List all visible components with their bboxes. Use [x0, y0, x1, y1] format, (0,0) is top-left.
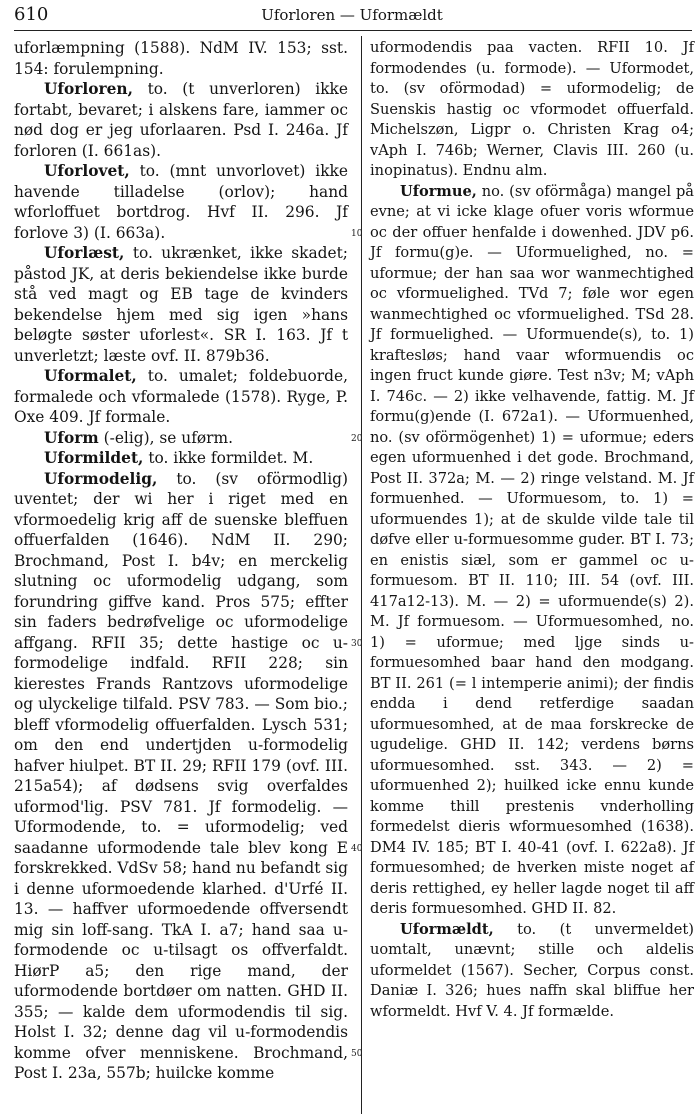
page-header	[14, 2, 690, 28]
entry-headword: Uformildet,	[44, 449, 144, 467]
entry-headword: Uformalet,	[44, 367, 137, 385]
running-title: Uforloren — Uformældt	[261, 6, 443, 24]
entry-headword: Uformodelig,	[44, 469, 158, 488]
line-number: 50	[351, 1048, 363, 1059]
entry-text: to. (t unverloren) ikke fortabt, bevaret; i alskens fare, iammer oc nød dog er jeg uforlaaren. Psd I. 246a. Jf forloren (I. 661as).	[14, 80, 348, 160]
entry-headword: Uforloren,	[44, 80, 133, 98]
dictionary-entry	[14, 161, 348, 243]
entry-text: (-elig), se uførm.	[103, 428, 234, 447]
dictionary-entry	[14, 448, 348, 469]
page-number: 610	[14, 4, 49, 25]
entry-text: uformodendis paa vacten. RFII 10. Jf formodendes (u. formode). — Uformodet, to. (sv oförmodad) = uformodelig; de Suenskis hastig oc vformodet offuerfald. Michelszøn, Ligpr o. Christen Krag o4; vAph I. 746b; Werner, Clavis III. 260 (u. inopinatus). Endnu alm.	[370, 39, 694, 179]
entry-text: to. (mnt unvorlovet) ikke havende tilladelse (orlov); hand wforloffuet bortdrog. Hvf II. 296. Jf forlove 3) (I. 663a).	[14, 162, 348, 242]
dictionary-entry	[370, 920, 694, 1023]
left-column	[14, 38, 348, 1084]
column-divider	[361, 36, 362, 1114]
dictionary-entry	[14, 79, 348, 161]
dictionary-entry	[14, 243, 348, 366]
entry-text: to. umalet; foldebuorde, formalede och vformalede (1578). Ryge, P. Oxe 409. Jf formale.	[14, 367, 348, 426]
line-number: 30	[351, 638, 363, 649]
right-column	[370, 38, 694, 1022]
line-number: 10	[351, 228, 363, 239]
entry-text: no. (sv oförmåga) mangel på evne; at vi icke klage ofuer voris wformue oc der offuer henfalde i dowenhed. JDV p6. Jf formu(g)e. — Uformuelighed, no. = uformue; der han saa wor wanmechtighed oc vformuelighed. TVd 7; føle wor egen wanmechtighed oc vformuelighed. TSd 28. Jf formuelighed. — Uformuende(s), to. 1) kraftesløs; hand vaar wformuendis oc ingen fruct kunde giøre. Test n3v; M; vAph I. 746c. — 2) ikke velhavende, fattig. M. Jf formu(g)ende (I. 672a1). — Uformuenhed, no. (sv oförmögenhet) 1) = uformue; eders egen uformuenhed i det gode. Brochmand, Post II. 372a; M. — 2) ringe velstand. M. Jf formuenhed. — Uformuesom, to. 1) = uformuendes 1); at de skulde vilde tale til døfve eller u-formuesomme guder. BT I. 73; en enistis siæl, som er gammel oc u-formuesom. BT II. 110; III. 54 (ovf. III. 417a12-13). M. — 2) = uformuende(s) 2). M. Jf formuesom. — Uformuesomhed, no. 1) = uformue; med ljge sinds u-formuesomhed baar hand den modgang. BT II. 261 (= l intemperie animi); der findis endda i dend retferdige saadan uformuesomhed, at de maa forskrecke de ugudelige. GHD II. 142; verdens børns uformuesomhed. sst. 343. — 2) = uformuenhed 2); huilked icke ennu kunde komme thill prestenis vnderholling formedelst dieris wformuesomhed (1638). DM4 IV. 185; BT I. 40-41 (ovf. I. 622a8). Jf formuesomhed; de hverken miste noget af deris rettighed, ey heller lagde noget til aff deris formuesomhed. GHD II. 82.	[370, 182, 694, 917]
entry-headword: Uform	[44, 428, 99, 447]
entry-headword: Uformue,	[400, 182, 477, 200]
entry-text: uforlæmpning (1588). NdM IV. 153; sst. 154: forulempning.	[14, 39, 348, 78]
dictionary-entry	[14, 428, 348, 449]
dictionary-entry	[370, 38, 694, 182]
entry-text: to. ikke formildet. M.	[148, 449, 314, 467]
entry-headword: Uforlovet,	[44, 162, 130, 180]
dictionary-entry	[370, 182, 694, 920]
entry-headword: Uforlæst,	[44, 244, 125, 262]
entry-headword: Uformældt,	[400, 920, 494, 938]
line-number: 20	[351, 433, 363, 444]
header-rule	[14, 30, 692, 31]
line-number: 40	[351, 843, 363, 854]
dictionary-entry	[14, 38, 348, 79]
dictionary-entry	[14, 366, 348, 428]
entry-text: to. (sv oförmodlig) uventet; der wi her i riget med en vformoedelig krig aff de suenske bleffuen offuerfalden (1646). NdM II. 290; Brochmand, Post I. b4v; en merckelig slutning oc uformodelig udgang, som forundring giffve kand. Pros 575; effter sin faders bedrøfvelige oc uformodelige affgang. RFII 35; dette hastige oc u-formodelige indfald. RFII 228; sin kierestes Frands Rantzovs uformodelige og ulyckelige tilfald. PSV 783. — Som bio.; bleff vformodelig offuerfalden. Lysch 531; om den end undertjden u-formodelig hafver hiulpet. BT II. 29; RFII 179 (ovf. III. 215a54); af dødsens svig overfaldes uformod'lig. PSV 781. Jf formodelig. — Uformodende, to. = uformodelig; ved saadanne uformodende tale blev kong E forskrekked. VdSv 58; hand nu befandt sig i denne uformoedende klarhed. d'Urfé II. 13. — haffver uformoedende offversendt mig sin loff-sang. TkA I. a7; hand saa u-formodende oc u-tilsagt os offverfaldt. HiørP a5; den rige mand, der uformodende bortdøer om natten. GHD II. 355; — kalde dem uformodendis til sig. Holst I. 32; denne dag vil u-formodendis komme ofver menniskene. Brochmand, Post I. 23a, 557b; huilcke komme	[14, 469, 348, 1082]
entry-text: to. ukrænket, ikke skadet; påstod JK, at deris bekiendelse ikke burde stå ved magt og EB tage de kvinders bekendelse hjem med sig igen »hans beløgte søster uforlest«. SR I. 163. Jf t unverletzt; læste ovf. II. 879b36.	[14, 244, 348, 365]
entry-text: to. (t unvermeldet) uomtalt, unævnt; stille och aldelis uformeldet (1567). Secher, Corpus const. Daniæ I. 326; hues naffn skal bliffue her wformeldt. Hvf V. 4. Jf formælde.	[370, 920, 694, 1020]
dictionary-entry	[14, 469, 348, 1084]
